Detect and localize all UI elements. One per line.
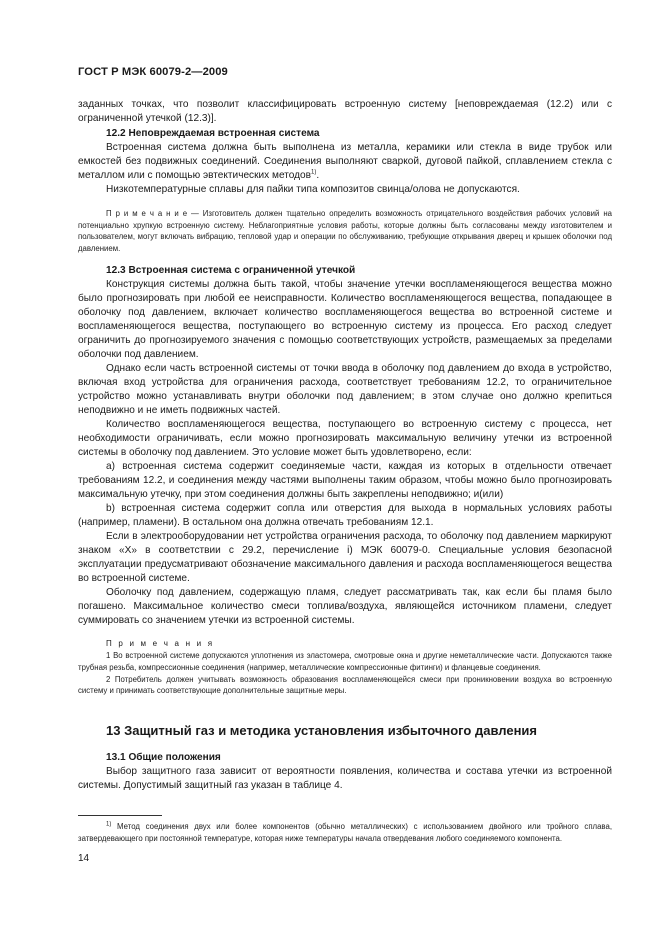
- section-12-3-paragraph-1: Конструкция системы должна быть такой, чтобы значение утечки воспламеняющегося вещества можно было прогнозировать при любой ее неисправности. Количество воспламеняющегося вещества, попадающее в оболочку под давлением, включает количество воспламеняющегося вещества во встроенной системе и воспламеняющегося вещества, поступающего во встроенную систему из процесса. Его расход следует ограничить до прогнозируемого значения с помощью соответствующих устройств, размещаемых за пределами оболочки под давлением.: [78, 279, 612, 361]
- section-12-2-paragraph-1: [78, 141, 612, 183]
- page-body: [78, 66, 612, 845]
- footnote-reference: 1): [311, 169, 317, 176]
- section-12-3-title: 12.3 Встроенная система с ограниченной утечкой: [106, 265, 356, 277]
- footnote-text: Метод соединения двух или более компонентов (обычно металлических) с использованием двойного или тройного сплава, затвердевающего при постоянной температуре, которая ниже температуры начала отвердевания любого соединяемого компонента.: [78, 821, 612, 843]
- note-item-1: 1 Во встроенной системе допускаются уплотнения из эластомера, смотровые окна и другие неметаллические части. Допускаются также трубная резьба, компрессионные соединения (например, металлические компрессионные фитинги) и фланцевые соединения.: [78, 651, 612, 672]
- footnote-mark: 1): [106, 821, 112, 828]
- section-12-2-paragraph-2: Низкотемпературные сплавы для пайки типа композитов свинца/олова не допускаются.: [106, 184, 520, 195]
- section-12-3-paragraph-3: Количество воспламеняющегося вещества, поступающего во встроенную систему с процесса, нет необходимости ограничивать, если можно прогнозировать максимальную величину утечки из встроенной системы в оболочку под давлением. Это условие может быть удовлетворено, если:: [78, 419, 612, 459]
- section-12-3-paragraph-4: Если в электрооборудовании нет устройства ограничения расхода, то оболочку под давлением маркируют знаком «X» в соответствии с 29.2, перечисление i) МЭК 60079-0. Специальные условия безопасной эксплуатации предусматривают обозначение максимального давления и расхода воспламеняющегося вещества во встроенной системе.: [78, 531, 612, 585]
- section-12-2-paragraph-1-text: Встроенная система должна быть выполнена из металла, керамики или стекла в виде трубок или емкостей без подвижных соединений. Соединения выполняют сваркой, дуговой пайкой, сплавлением стекла с металлом или с помощью эвтектических методов: [78, 142, 612, 181]
- notes-title: П р и м е ч а н и я: [106, 639, 215, 649]
- footnote: [78, 821, 612, 845]
- footnote-separator: [78, 815, 162, 816]
- section-12-2-paragraph-1-end: .: [316, 170, 320, 181]
- notes-block: [78, 638, 612, 696]
- section-12-2-title: 12.2 Неповреждаемая встроенная система: [106, 128, 320, 139]
- section-12-3-item-a: a) встроенная система содержит соединяемые части, каждая из которых в отдельности отвечает требованиям 12.2, и соединения между частями выполнены таким образом, чтобы можно было прогнозировать максимальную утечку, при этом соединения должны быть закреплены неподвижно; и(или): [78, 461, 612, 501]
- section-13-1-paragraph-1: Выбор защитного газа зависит от вероятности появления, количества и состава утечки из встроенной системы. Допустимый защитный газ указан в таблице 4.: [78, 765, 612, 791]
- section-12-3-paragraph-2: Однако если часть встроенной системы от точки ввода в оболочку под давлением до входа в устройство, включая вход устройства для ограничения расхода, соответствует требованиям 12.2, то ограничительное устройство можно устанавливать внутри оболочки под давлением; в этом случае оно должно крепиться неподвижно и не иметь подвижных частей.: [78, 363, 612, 417]
- paragraph-continuation: заданных точках, что позволит классифицировать встроенную систему [неповреждаемая (12.2) или с ограниченной утечкой (12.3)].: [78, 99, 612, 124]
- section-12-3-item-b: b) встроенная система содержит сопла или отверстия для выхода в нормальных условиях работы (например, пламени). В остальном она должна отвечать требованиям 12.1.: [78, 503, 612, 529]
- section-12-3-paragraph-5: Оболочку под давлением, содержащую пламя, следует рассматривать так, как если бы пламя было погашено. Максимальное количество смеси топлива/воздуха, являющейся источником пламени, следует суммировать со значением утечки из встроенной системы.: [78, 587, 612, 627]
- page-number: 14: [78, 853, 90, 864]
- section-13-1-title: 13.1 Общие положения: [106, 751, 221, 763]
- note-item-2: 2 Потребитель должен учитывать возможность образования воспламеняющейся смеси при проникновении воздуха во встроенную систему и принимать соответствующие дополнительные защитные меры.: [78, 674, 612, 696]
- document-header: ГОСТ Р МЭК 60079-2—2009: [78, 66, 228, 78]
- section-13-title: 13 Защитный газ и методика установления избыточного давления: [106, 722, 538, 738]
- note-12-2: П р и м е ч а н и е — Изготовитель должен тщательно определить возможность отрицательного воздействия рабочих условий на потенциально хрупкую встроенную систему. Неблагоприятные условия работы, которые должны быть согласованы между изготовителем и пользователем, могут включать вибрацию, тепловой удар и операции по обслуживанию, требующие открывания дверец и крышек оболочки под давлением.: [78, 209, 612, 253]
